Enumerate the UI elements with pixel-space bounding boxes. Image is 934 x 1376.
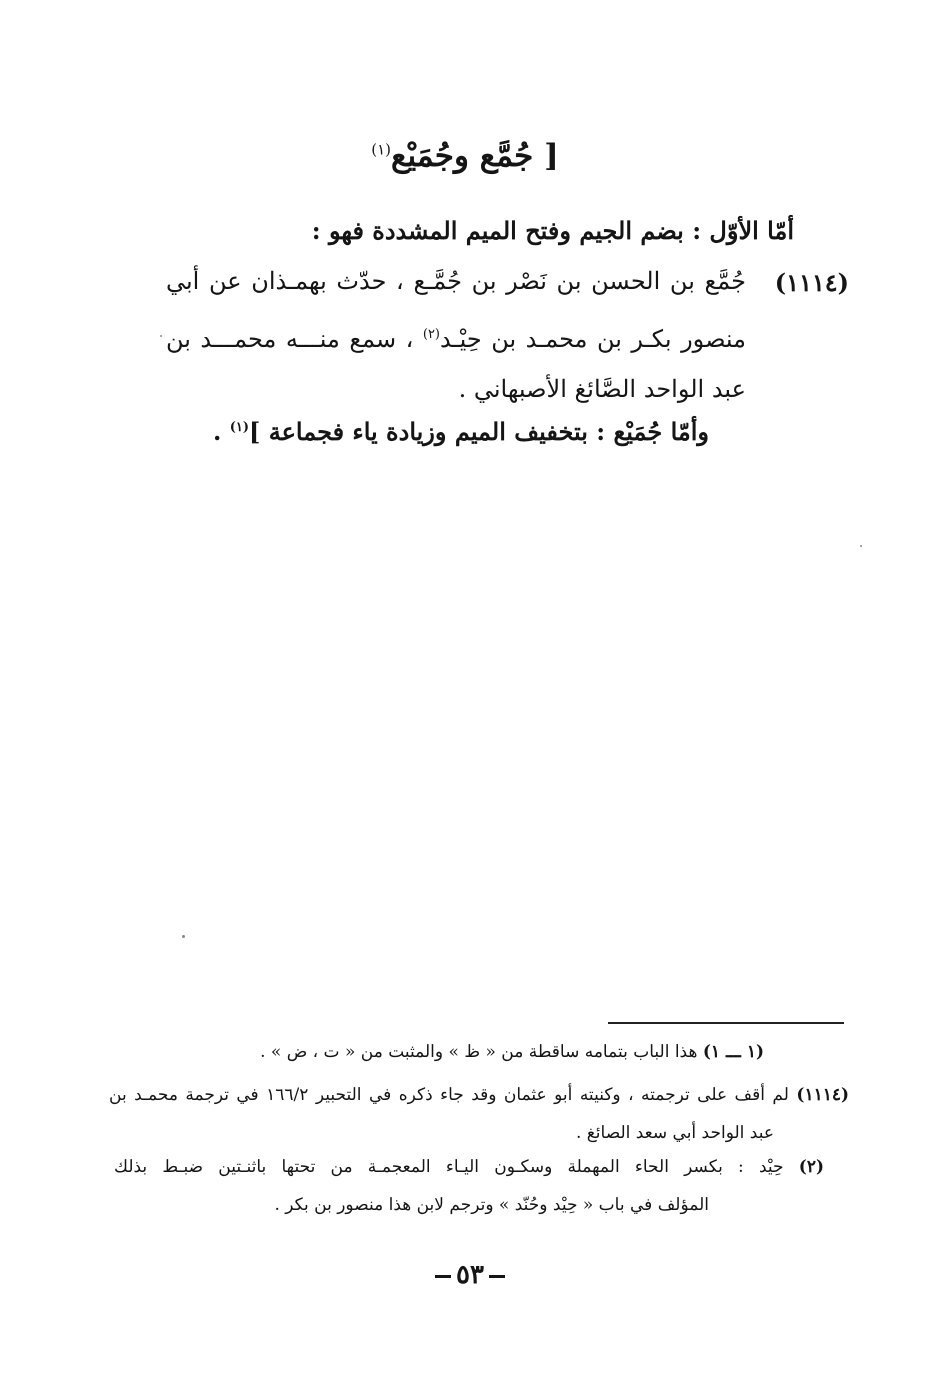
footnote-1-number: (١ ـــ ١) — [702, 1042, 764, 1062]
scan-speck — [860, 545, 862, 547]
page-number-value: ٥٣ — [456, 1260, 484, 1290]
footnote-1 — [260, 1040, 764, 1064]
intro-paragraph: أمّا الأوّل : بضم الجيم وفتح الميم المشددة فهو : — [311, 216, 794, 245]
footnote-2-line-2: عبد الواحد أبي سعد الصائغ . — [575, 1123, 774, 1143]
closing-footnote-ref: (١) — [229, 420, 250, 435]
closing-text: وأمّا جُمَيْع : بتخفيف الميم وزيادة ياء فجماعة ] — [249, 417, 709, 446]
closing-paragraph — [213, 411, 709, 449]
entry-line-3: عبد الواحد الصَّائغ الأصبهاني . — [458, 375, 746, 403]
page-number-dash-right — [489, 1275, 505, 1278]
section-title-text: [ جُمَّع وجُمَيْع — [391, 138, 559, 174]
footnote-2-text-1: لم أقف على ترجمته ، وكنيته أبو عثمان وقد جاء ذكره في التحبير ١٦٦/٢ في ترجمة محمـد بن — [109, 1085, 789, 1105]
footnote-3-line-1 — [114, 1155, 824, 1179]
entry-line-2-start: منصور بكـر بن محمـد بن حِيْـد — [440, 325, 746, 353]
title-footnote-ref: (١) — [371, 140, 392, 159]
entry-line-2 — [166, 318, 746, 356]
entry-line-1: جُمَّع بن الحسن بن نَصْر بن جُمَّـع ، حدّث بهمـذان عن أبي — [166, 267, 746, 295]
entry-number: (١١١٤) — [774, 268, 849, 297]
section-title — [300, 138, 630, 174]
entry-line-2-end: ، سمع منـــه محمـــد بن — [166, 325, 414, 353]
entry-footnote-ref: (٢) — [422, 327, 440, 342]
footnote-3-number: (٢) — [798, 1157, 824, 1177]
closing-period: . — [213, 417, 222, 446]
footnote-3-text-1: حِيْد : بكسر الحاء المهملة وسكـون اليـاء المعجمـة من تحتها باثنـتين ضبـط بذلك — [114, 1157, 784, 1177]
footnote-3-line-2: المؤلف في باب « حِيْد وحُنّد » وترجم لابن هذا منصور بن بكر . — [274, 1195, 709, 1215]
footnote-2-line-1 — [109, 1083, 849, 1107]
page-number-dash-left — [435, 1275, 451, 1278]
scan-speck — [182, 935, 185, 938]
scan-speck — [160, 335, 162, 337]
footnote-divider — [608, 1022, 844, 1024]
page-number — [380, 1260, 560, 1290]
footnote-1-text: هذا الباب بتمامه ساقطة من « ظ » والمثبت من « ت ، ض » . — [260, 1042, 698, 1062]
footnote-2-number: (١١١٤) — [796, 1085, 850, 1105]
